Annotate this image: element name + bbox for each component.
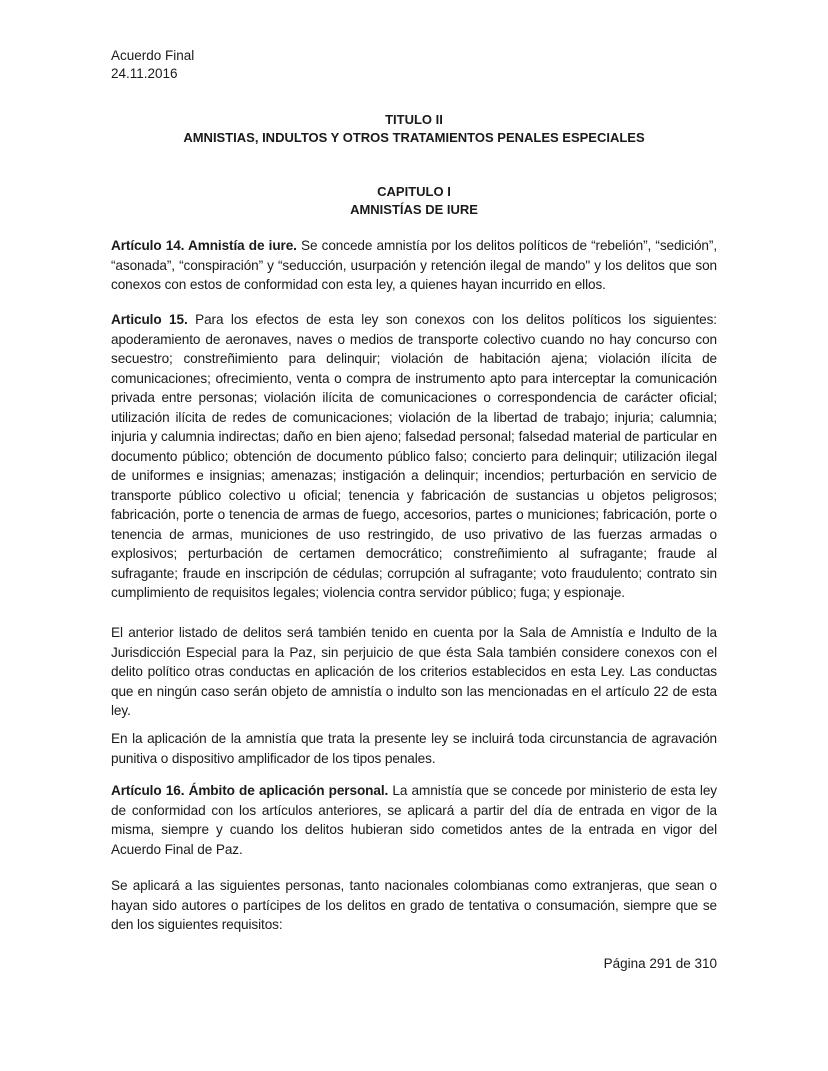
doc-date: 24.11.2016: [111, 66, 178, 81]
article-15-paragraph-2: El anterior listado de delitos será también tenido en cuenta por la Sala de Amnistía e Indulto de la Jurisdicción Especial para la Paz, sin perjuicio de que ésta Sala también considere conexos con el delito político otras conductas en aplicación de los criterios establecidos en esta Ley. Las conductas que en ningún caso serán objeto de amnistía o indulto son las mencionadas en el artículo 22 de esta ley.: [111, 625, 717, 718]
page-number: Página 291 de 310: [603, 956, 717, 971]
chapter-block: [111, 183, 717, 219]
running-header: [111, 47, 194, 83]
article-15-text: Para los efectos de esta ley son conexos con los delitos políticos los siguientes: apoderamiento de aeronaves, naves o medios de transporte colectivo cuando no hay concurso con secuestro; constreñimiento para delinquir; violación de habitación ajena; violación ilícita de comunicaciones; ofrecimiento, venta o compra de instrumento apto para interceptar la comunicación privada entre personas; violación ilícita de comunicaciones o correspondencia de carácter oficial; utilización ilícita de redes de comunicaciones; violación de la libertad de trabajo; injuria; calumnia; injuria y calumnia indirectas; daño en bien ajeno; falsedad personal; falsedad material de particular en documento público; obtención de documento público falso; concierto para delinquir; utilización ilegal de uniformes e insignias; amenazas; instigación a delinquir; incendios; perturbación en servicio de transporte público colectivo u oficial; tenencia y fabricación de sustancias u objetos peligrosos; fabricación, porte o tenencia de armas de fuego, accesorios, partes o municiones; fabricación, porte o tenencia de armas, municiones de uso restringido, de uso privativo de las fuerzas armadas o explosivos; perturbación de certamen democrático; constreñimiento al sufragante; fraude al sufragante; fraude en inscripción de cédulas; corrupción al sufragante; voto fraudulento; contrato sin cumplimiento de requisitos legales; violencia contra servidor público; fuga; y espionaje.: [111, 312, 717, 600]
article-14-text: Se concede amnistía por los delitos políticos de “rebelión”, “sedición”, “asonada”, “conspiración” y “seducción, usurpación y retención ilegal de mando" y los delitos que son conexos con estos de conformidad con esta ley, a quienes hayan incurrido en ellos.: [111, 238, 717, 292]
article-15: [111, 310, 717, 603]
article-16-paragraph-2: Se aplicará a las siguientes personas, tanto nacionales colombianas como extranjeras, que sean o hayan sido autores o partícipes de los delitos en grado de tentativa o consumación, siempre que se den los siguientes requisitos:: [111, 878, 717, 932]
article-16: [111, 781, 717, 859]
article-16-heading: Artículo 16. Ámbito de aplicación personal.: [111, 783, 389, 798]
article-15-heading: Articulo 15.: [111, 312, 188, 327]
article-14: [111, 236, 717, 295]
article-16-text: La amnistía que se concede por ministerio de esta ley de conformidad con los artículos anteriores, se aplicará a partir del día de entrada en vigor de la misma, siempre y cuando los delitos hubieran sido cometidos antes de la entrada en vigor del Acuerdo Final de Paz.: [111, 783, 717, 857]
title-name: AMNISTIAS, INDULTOS Y OTROS TRATAMIENTOS PENALES ESPECIALES: [183, 130, 645, 145]
title-block: [111, 111, 717, 147]
chapter-name: AMNISTÍAS DE IURE: [350, 202, 478, 217]
chapter-number: CAPITULO I: [377, 184, 451, 199]
article-15-paragraph-3: En la aplicación de la amnistía que trata la presente ley se incluirá toda circunstancia de agravación punitiva o dispositivo amplificador de los tipos penales.: [111, 731, 717, 766]
title-number: TITULO II: [385, 112, 443, 127]
article-14-heading: Artículo 14. Amnistía de iure.: [111, 238, 297, 253]
doc-title: Acuerdo Final: [111, 48, 195, 63]
